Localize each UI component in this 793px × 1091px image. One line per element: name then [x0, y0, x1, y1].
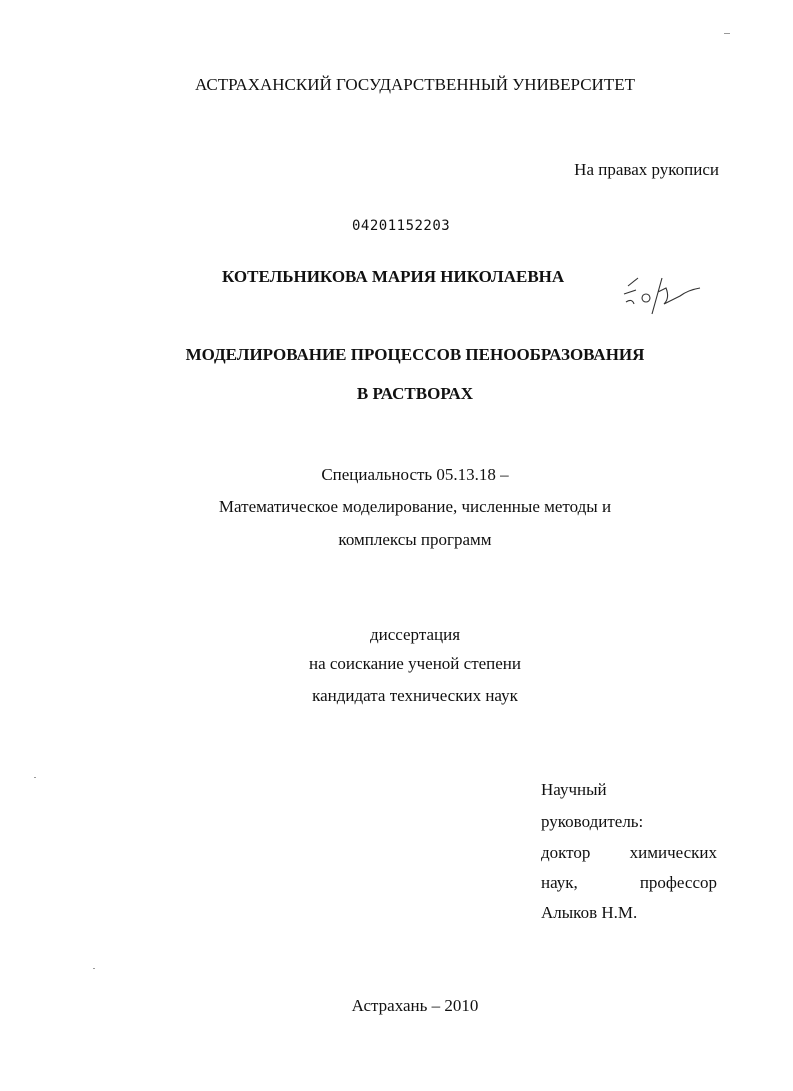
specialty-line-1: Специальность 05.13.18 –	[321, 465, 509, 484]
manuscript-rights: На правах рукописи	[574, 160, 719, 179]
scan-speck	[93, 968, 95, 969]
author-signature	[618, 268, 708, 318]
university-name: АСТРАХАНСКИЙ ГОСУДАРСТВЕННЫЙ УНИВЕРСИТЕТ	[195, 75, 635, 94]
advisor-line-1: Научный	[541, 780, 607, 799]
advisor-line-2: руководитель:	[541, 812, 644, 831]
thesis-title-line-1: МОДЕЛИРОВАНИЕ ПРОЦЕССОВ ПЕНООБРАЗОВАНИЯ	[185, 345, 645, 364]
advisor-line-3	[541, 843, 717, 863]
advisor-field-word: химических	[629, 843, 717, 862]
advisor-degree-word: доктор	[541, 843, 591, 862]
degree-line-1: диссертация	[369, 625, 461, 644]
advisor-sciences-word: наук,	[541, 873, 578, 892]
degree-line-3: кандидата технических наук	[312, 686, 518, 705]
thesis-title-line-2: В РАСТВОРАХ	[356, 384, 474, 403]
city-year: Астрахань – 2010	[351, 996, 479, 1015]
advisor-title-word: профессор	[639, 873, 717, 892]
advisor-line-4	[541, 873, 717, 893]
author-name: КОТЕЛЬНИКОВА МАРИЯ НИКОЛАЕВНА	[222, 267, 565, 286]
scan-speck	[34, 777, 36, 778]
specialty-line-3: комплексы программ	[338, 530, 492, 549]
degree-line-2: на соискание ученой степени	[308, 654, 522, 673]
registry-number: 04201152203	[352, 218, 451, 234]
advisor-name: Алыков Н.М.	[541, 903, 638, 922]
specialty-line-2: Математическое моделирование, численные методы и	[218, 497, 612, 516]
scan-speck	[724, 33, 730, 34]
